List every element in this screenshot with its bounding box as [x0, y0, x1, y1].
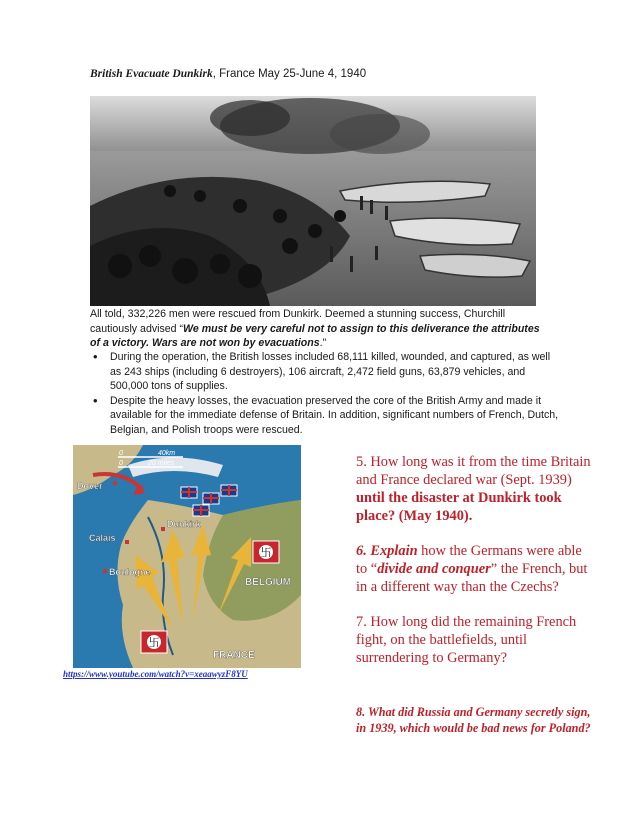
question-5 [356, 453, 596, 525]
heading-subtitle: , France May 25-June 4, 1940 [212, 68, 367, 80]
list-item: • During the operation, the British losses included 68,111 killed, wounded, and captured, as well as 243 ships (including 6 destroyers), 106 aircraft, 2,472 field guns, 63,879 vehicles, and 500,000 tons of supplies. [110, 350, 564, 394]
document-heading [90, 68, 366, 80]
belgium-label: BELGIUM [245, 577, 292, 588]
question-7: 7. How long did the remaining French fight, on the battlefields, until surrendering to Germany? [356, 614, 577, 666]
svg-text:卐: 卐 [260, 546, 272, 559]
question-6-lead: 6. Explain [356, 543, 418, 559]
question-8: 8. What did Russia and Germany secretly sign, in 1939, which would be bad news for Poland? [356, 705, 591, 735]
quote-end: ." [319, 337, 327, 350]
video-link[interactable]: https://www.youtube.com/watch?v=xeaawyzF8YU [63, 669, 248, 679]
map-illustration [73, 445, 301, 668]
boulogne-label: Boulogne [109, 567, 151, 577]
question-5-emphasis: until the disaster at Dunkirk took place? (May 1940). [356, 490, 562, 524]
dover-label: Dover [77, 481, 103, 491]
svg-text:卐: 卐 [148, 636, 160, 649]
summary-paragraph [90, 307, 540, 351]
calais-label: Calais [89, 533, 116, 543]
list-item: • Despite the heavy losses, the evacuation preserved the core of the British Army and made it available for the immediate defense of Britain. In addition, significant numbers of French, Dutch, Belgian, and Polish troops were rescued. [110, 394, 564, 438]
question-6 [356, 542, 596, 596]
scale-miles-label: 20 miles [148, 460, 175, 467]
scale-km-label: 40km [158, 450, 176, 457]
heading-title: British Evacuate Dunkirk [90, 68, 213, 80]
question-6-text: how the Germans were able to “ [356, 543, 582, 577]
dunkirk-label: Dunkirk [167, 519, 201, 529]
churchill-quote: We must be very careful not to assign to this deliverance the attributes of a victory. Wars are not won by evacuations [90, 322, 540, 350]
question-6-phrase: divide and conquer [377, 561, 491, 577]
summary-intro: All told, 332,226 men were rescued from Dunkirk. Deemed a stunning success, Churchill cautiously advised “ [90, 308, 506, 335]
scale-zero-miles: 0 [119, 460, 123, 467]
photo-illustration [90, 96, 536, 306]
dunkirk-map [73, 445, 301, 668]
dunkirk-evacuation-photo [90, 96, 536, 306]
scale-zero-km: 0 [119, 450, 123, 457]
france-label: FRANCE [213, 650, 255, 661]
facts-list [90, 350, 564, 438]
question-6-end: ” the French, but in a different way than the Czechs? [356, 561, 588, 595]
question-5-text: 5. How long was it from the time Britain and France declared war (Sept. 1939) [356, 454, 591, 488]
